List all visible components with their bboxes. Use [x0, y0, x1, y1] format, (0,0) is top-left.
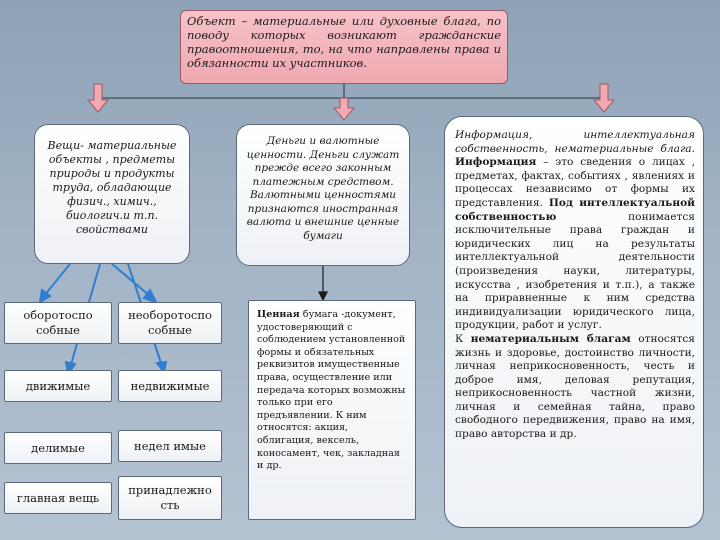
blue-arrow-3: [112, 264, 150, 296]
type-label: движимые: [25, 378, 91, 393]
money-arrow-head: [319, 292, 327, 300]
type-box-movable: [4, 370, 112, 402]
object-definition-box: [180, 10, 508, 84]
things-text: Вещи- материальные объекты , предметы природы и продукты труда, обладающие физич., химич., биологич.и т.п. свойствами: [47, 139, 177, 236]
money-arrow: [319, 266, 327, 300]
money-box: [236, 124, 410, 266]
securities-box: [248, 300, 416, 520]
type-box-circulable: [4, 302, 112, 344]
type-box-accessory: [118, 476, 222, 520]
object-definition-text: Объект – материальные или духовные блага, по поводу которых возникают гражданские правоотношения, то, на что направлены права и обязанности их участников.: [187, 14, 501, 70]
type-label: принадлежно сть: [128, 483, 212, 512]
type-label: главная вещь: [16, 490, 100, 505]
type-box-indivisible: [118, 430, 222, 462]
info-intangible-def: относятся жизнь и здоровье, достоинство личности, личная неприкосновенность, честь и доброе имя, деловая репутация, неприкосновенность частной жизни, личная и семейная тайна, право свободного передвижения, право на имя, право авторства и др.: [455, 332, 695, 441]
info-term-intangible: нематериальным благам: [470, 332, 631, 345]
info-ip-def: понимается исключительные права граждан и юридических лиц на результаты интеллектуальной деятельности (произведения науки, литературы, искусства , изобретения и т.п.), а также на приравненные к ним средства индивидуализации юридического лица, продукции, работ и услуг.: [455, 210, 695, 332]
pink-arrow-center: [334, 98, 354, 120]
info-information-def: – это сведения о лицах , предметах, фактах, событиях , явлениях и процессах независимо от формы их представления.: [455, 156, 695, 209]
type-label: необоротоспо собные: [128, 308, 212, 337]
type-label: недел имые: [134, 438, 206, 453]
securities-lead: Ценная: [257, 309, 300, 320]
info-heading: Информация, интеллектуальная собственность, нематериальные блага.: [455, 129, 695, 155]
info-box: [444, 116, 704, 528]
info-term-ip: Под интеллектуальной собственностью: [455, 196, 695, 223]
type-box-noncirculable: [118, 302, 222, 344]
info-intangible-lead: К: [455, 332, 464, 345]
type-box-immovable: [118, 370, 222, 402]
type-label: недвижимые: [130, 378, 210, 393]
info-term-information: Информация: [455, 156, 537, 169]
type-box-divisible: [4, 432, 112, 464]
money-text: Деньги и валютные ценности. Деньги служат прежде всего законным платежным средством. Валютными ценностями признаются иностранная валюта и внешние ценные бумаги: [246, 135, 400, 242]
blue-arrow-1: [44, 264, 70, 296]
type-label: делимые: [31, 440, 85, 455]
securities-text: бумага -документ, удостоверяющий с соблюдением установленной формы и обязательных реквизитов имущественные права, осуществление или передача которых возможны только при его предъявлении. К ним относятся: акция, облигация, вексель, коносамент, чек, закладная и др.: [257, 309, 406, 472]
things-box: [34, 124, 190, 264]
type-label: оборотоспо собные: [23, 308, 93, 337]
type-box-main-thing: [4, 482, 112, 514]
